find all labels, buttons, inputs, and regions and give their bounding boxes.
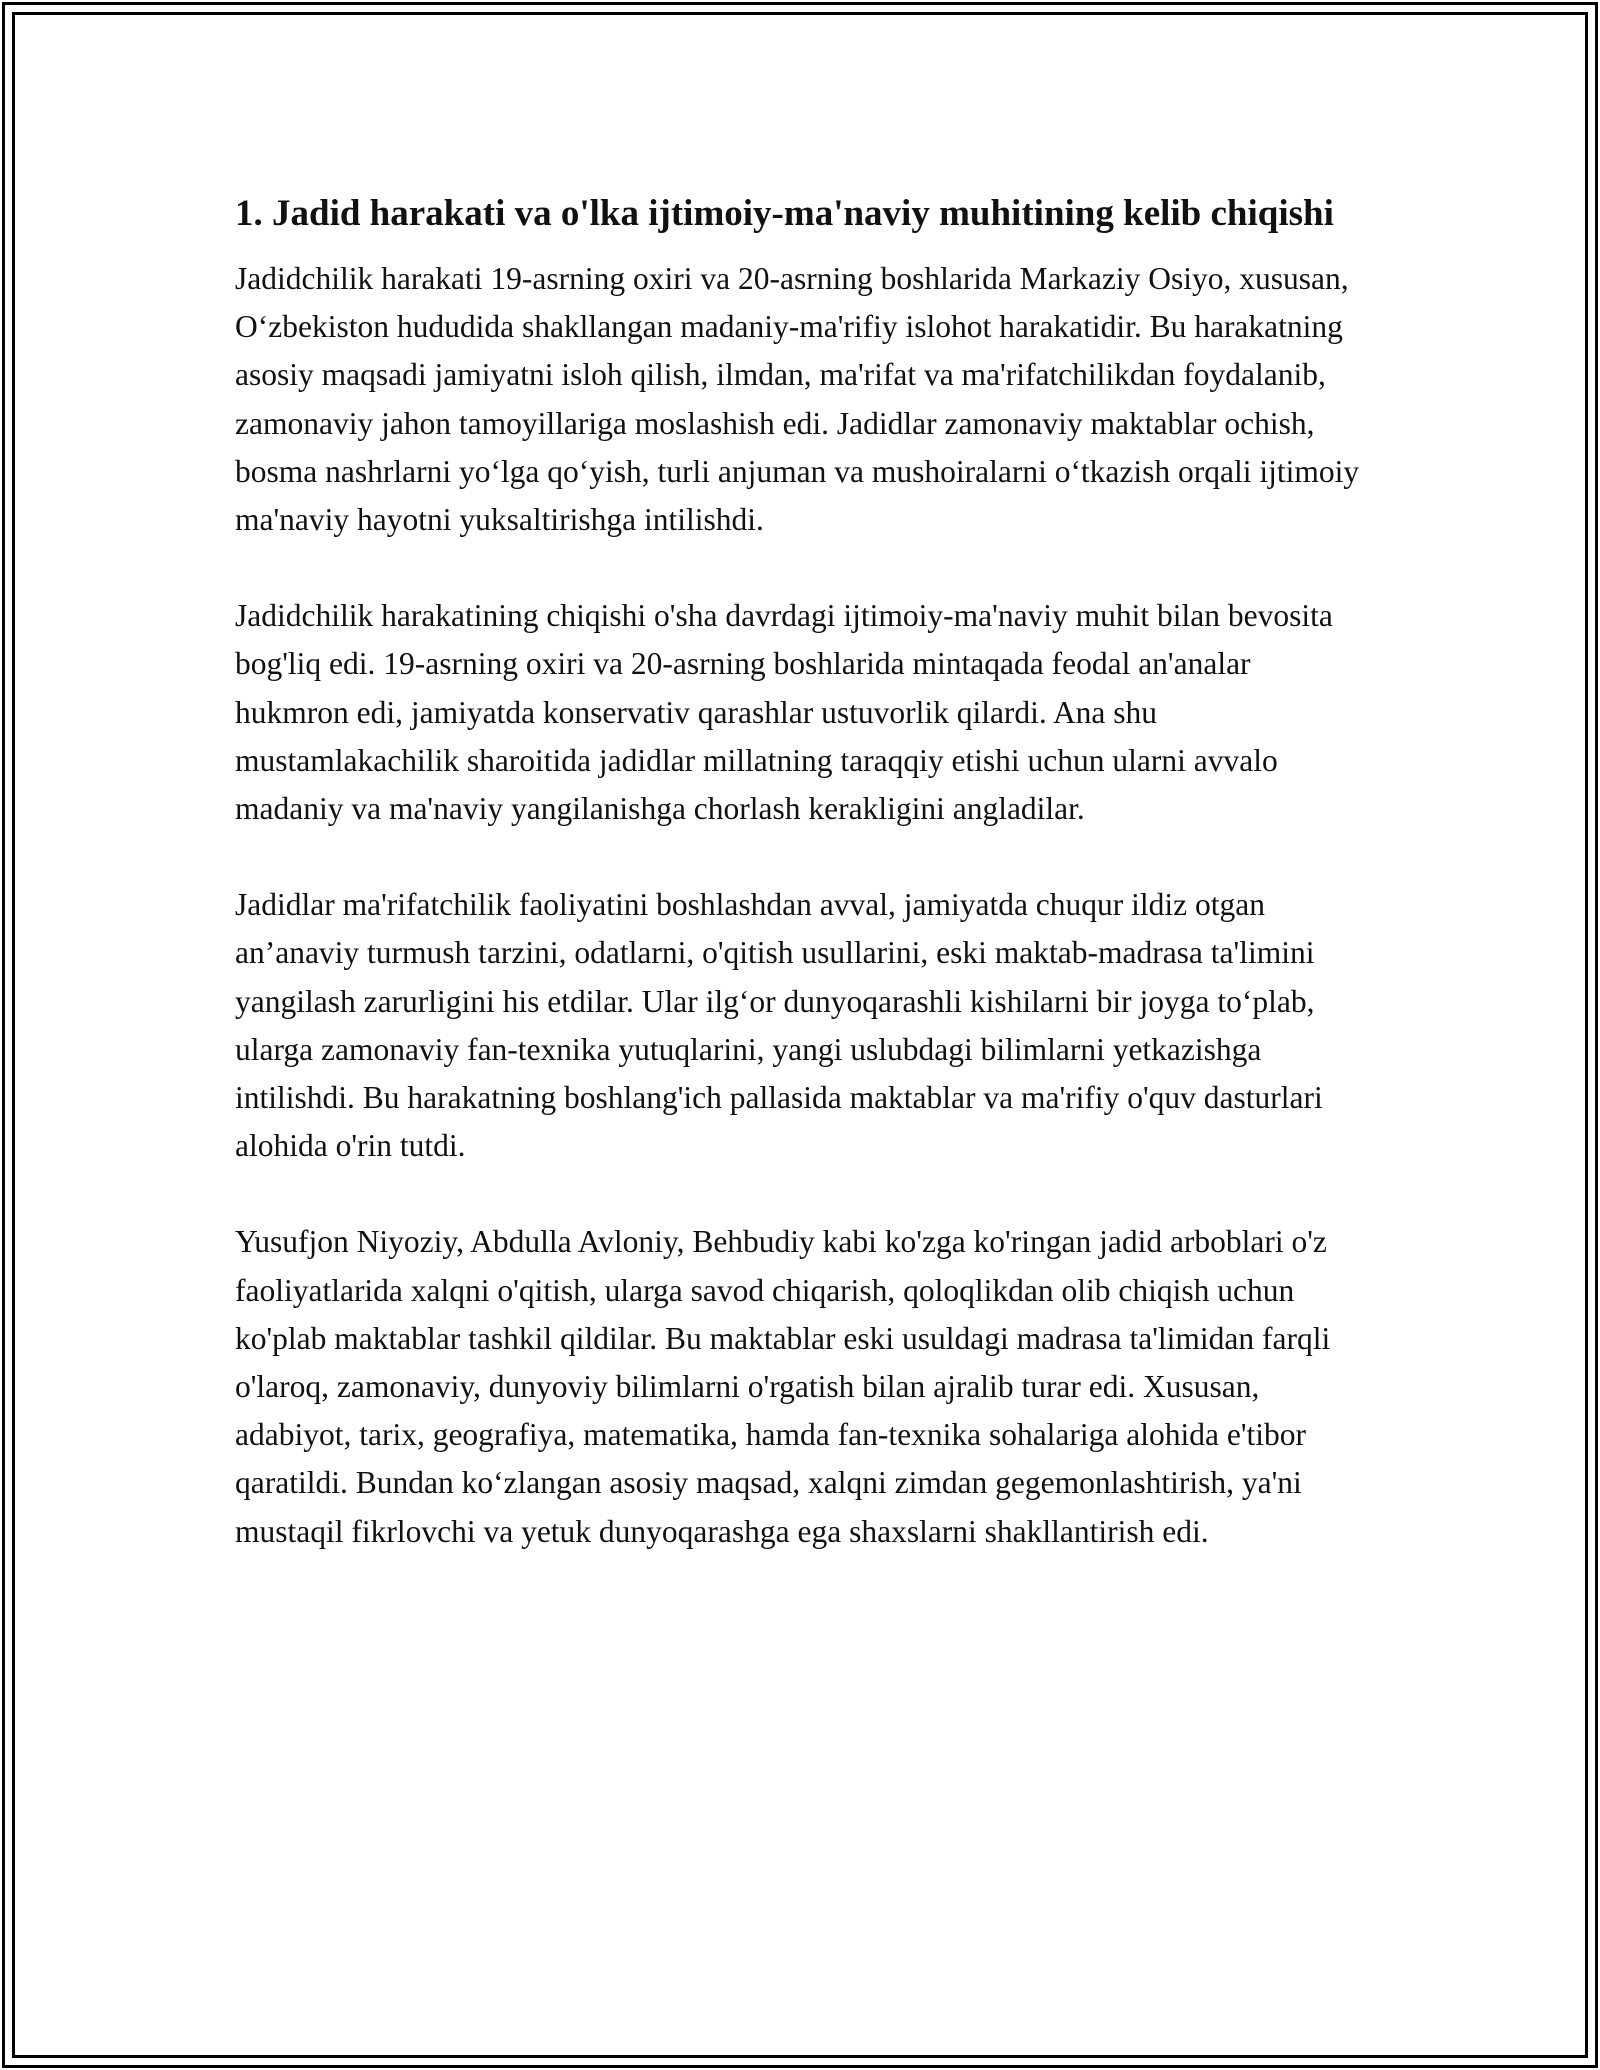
paragraph-3: Jadidlar ma'rifatchilik faoliyatini boshlashdan avval, jamiyatda chuqur ildiz otgan an’anaviy turmush tarzini, odatlarni, o'qitish usullarini, eski maktab-madrasa ta'limini yangilash zarurligini his etdilar. Ular ilg‘or dunyoqarashli kishilarni bir joyga to‘plab, ularga zamonaviy fan-texnika yutuqlarini, yangi uslubdagi bilimlarni yetkazishga intilishdi. Bu harakatning boshlang'ich pallasida maktablar va ma'rifiy o'quv dasturlari alohida o'rin tutdi.: [235, 887, 1323, 1164]
paragraph-2: Jadidchilik harakatining chiqishi o'sha davrdagi ijtimoiy-ma'naviy muhit bilan bevosita bog'liq edi. 19-asrning oxiri va 20-asrning boshlarida mintaqada feodal an'analar hukmron edi, jamiyatda konservativ qarashlar ustuvorlik qilardi. Ana shu mustamlakachilik sharoitida jadidlar millatning taraqqiy etishi uchun ularni avvalo madaniy va ma'naviy yangilanishga chorlash kerakligini angladilar.: [235, 598, 1333, 827]
document-body: [235, 186, 1370, 1604]
paragraph-1: Jadidchilik harakati 19-asrning oxiri va 20-asrning boshlarida Markaziy Osiyo, xususan, O‘zbekiston hududida shakllangan madaniy-ma'rifiy islohot harakatidir. Bu harakatning asosiy maqsadi jamiyatni isloh qilish, ilmdan, ma'rifat va ma'rifatchilikdan foydalanib, zamonaviy jahon tamoyillariga moslashish edi. Jadidlar zamonaviy maktablar ochish, bosma nashrlarni yo‘lga qo‘yish, turli anjuman va mushoiralarni o‘tkazish orqali ijtimoiy ma'naviy hayotni yuksaltirishga intilishdi.: [235, 261, 1360, 538]
section-heading: 1. Jadid harakati va o'lka ijtimoiy-ma'naviy muhitining kelib chiqishi: [235, 193, 1334, 234]
paragraph-4: Yusufjon Niyoziy, Abdulla Avloniy, Behbudiy kabi ko'zga ko'ringan jadid arboblari o'z faoliyatlarida xalqni o'qitish, ularga savod chiqarish, qoloqlikdan olib chiqish uchun ko'plab maktablar tashkil qildilar. Bu maktablar eski usuldagi madrasa ta'limidan farqli o'laroq, zamonaviy, dunyoviy bilimlarni o'rgatish bilan ajralib turar edi. Xususan, adabiyot, tarix, geografiya, matematika, hamda fan-texnika sohalariga alohida e'tibor qaratildi. Bundan ko‘zlangan asosiy maqsad, xalqni zimdan gegemonlashtirish, ya'ni mustaqil fikrlovchi va yetuk dunyoqarashga ega shaxslarni shakllantirish edi.: [235, 1224, 1331, 1549]
